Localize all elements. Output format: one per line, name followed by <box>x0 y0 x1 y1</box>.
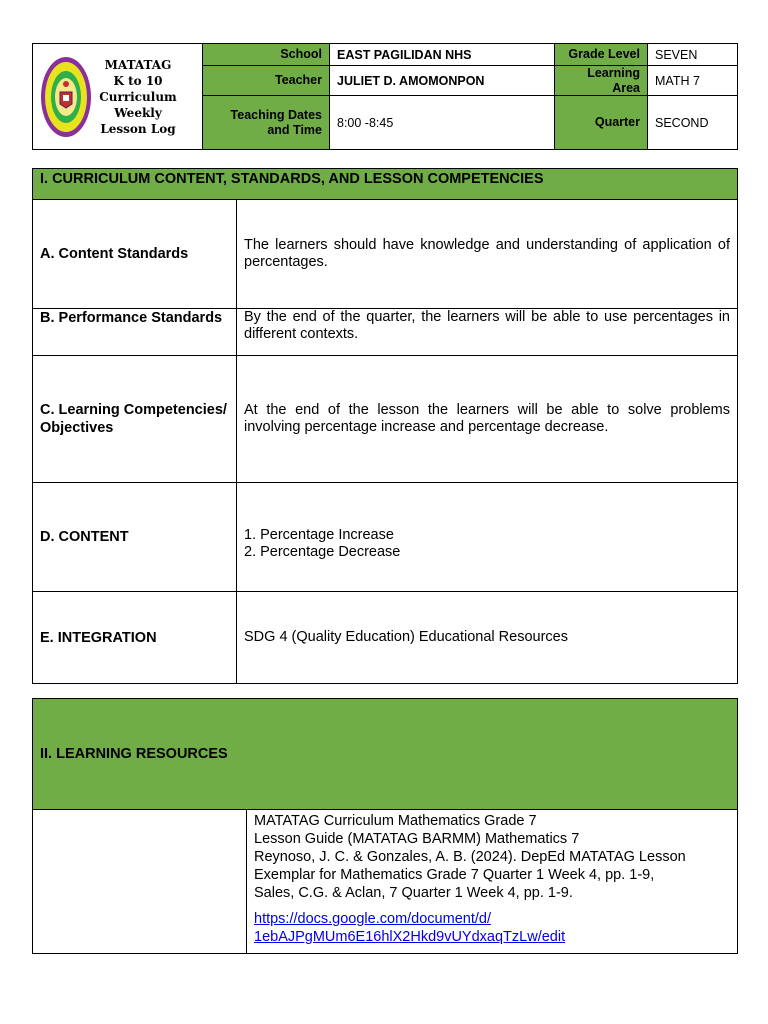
school-value: EAST PAGILIDAN NHS <box>330 44 555 66</box>
resource-link[interactable]: https://docs.google.com/document/d/ 1ebAJPgMUm6E16hlX2Hkd9vUYdxaqTzLw/edit <box>254 911 566 945</box>
learning-area-value: MATH 7 <box>648 66 738 96</box>
learning-competencies-label: C. Learning Competencies/ Objectives <box>33 356 237 483</box>
teacher-value: JULIET D. AMOMONPON <box>330 66 555 96</box>
section-1-heading: I. CURRICULUM CONTENT, STANDARDS, AND LESSON COMPETENCIES <box>33 169 738 200</box>
logo-cell <box>33 44 203 150</box>
content-value: 1. Percentage Increase 2. Percentage Decrease <box>237 483 738 592</box>
resources-list <box>247 810 738 954</box>
quarter-value: SECOND <box>648 96 738 150</box>
teaching-dates-value: 8:00 -8:45 <box>330 96 555 150</box>
grade-level-value: SEVEN <box>648 44 738 66</box>
lesson-log-title: MATATAG K to 10 Curriculum Weekly Lesson Log <box>99 57 177 136</box>
content-standards-label: A. Content Standards <box>33 200 237 309</box>
table-row <box>33 309 738 356</box>
resource-item: MATATAG Curriculum Mathematics Grade 7 <box>254 813 537 829</box>
quarter-label: Quarter <box>555 96 648 150</box>
table-row <box>33 810 738 954</box>
school-seal-logo <box>40 56 92 138</box>
learning-resources-table <box>32 698 738 954</box>
curriculum-section-table <box>32 168 738 684</box>
table-row <box>33 200 738 309</box>
resources-label-cell <box>33 810 247 954</box>
table-row <box>33 483 738 592</box>
content-label: D. CONTENT <box>33 483 237 592</box>
performance-standards-label: B. Performance Standards <box>33 309 237 356</box>
resource-item: Reynoso, J. C. & Gonzales, A. B. (2024). DepEd MATATAG Lesson <box>254 849 686 865</box>
grade-level-label: Grade Level <box>555 44 648 66</box>
content-standards-value: The learners should have knowledge and understanding of application of percentages. <box>237 200 738 309</box>
resource-item: Exemplar for Mathematics Grade 7 Quarter 1 Week 4, pp. 1-9, <box>254 867 655 883</box>
section-2-heading: II. LEARNING RESOURCES <box>33 699 738 810</box>
table-row <box>33 592 738 684</box>
teacher-label: Teacher <box>203 66 330 96</box>
resource-item: Lesson Guide (MATATAG BARMM) Mathematics 7 <box>254 831 580 847</box>
resource-item: Sales, C.G. & Aclan, 7 Quarter 1 Week 4, pp. 1-9. <box>254 885 573 901</box>
table-row <box>33 356 738 483</box>
integration-label: E. INTEGRATION <box>33 592 237 684</box>
learning-competencies-value: At the end of the lesson the learners will be able to solve problems involving percentage increase and percentage decrease. <box>237 356 738 483</box>
header-table <box>32 43 738 150</box>
learning-area-label: Learning Area <box>555 66 648 96</box>
performance-standards-value: By the end of the quarter, the learners will be able to use percentages in different contexts. <box>237 309 738 356</box>
teaching-dates-label: Teaching Dates and Time <box>203 96 330 150</box>
integration-value: SDG 4 (Quality Education) Educational Resources <box>237 592 738 684</box>
school-label: School <box>203 44 330 66</box>
